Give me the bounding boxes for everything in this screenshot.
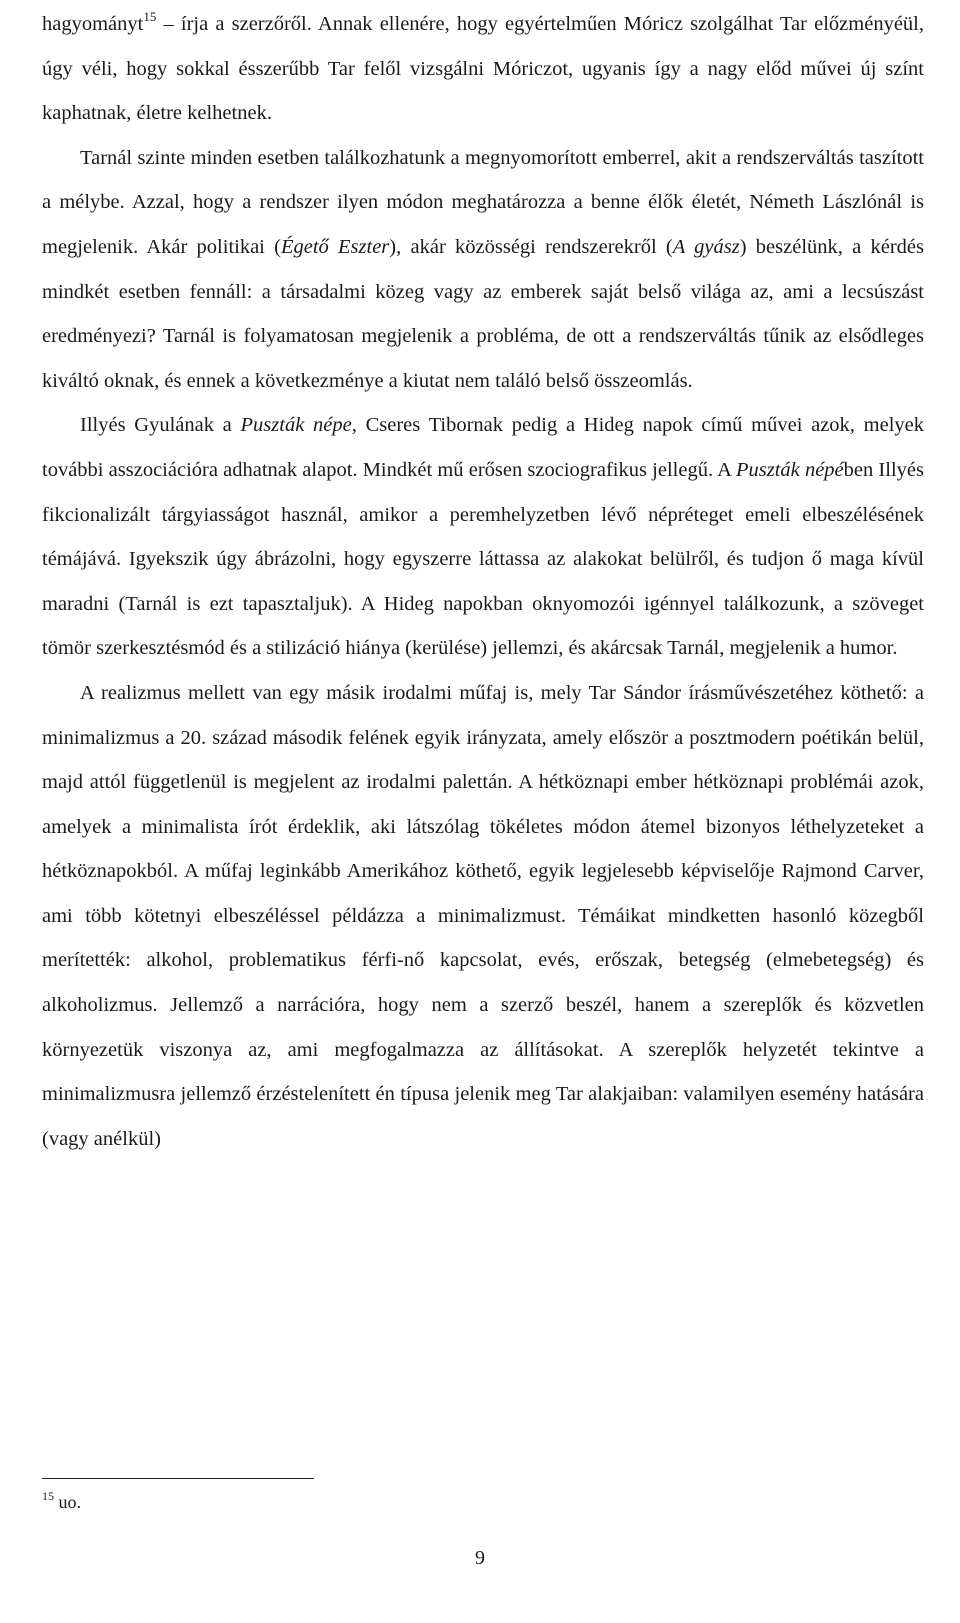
text-run: ) beszélünk, a kérdés mindkét esetben fennáll: a társadalmi közeg vagy az emberek saját belső világa az, ami a lecsúszást eredményezi? Tarnál is folyamatosan megjelenik a probléma, de ott a rendszerváltás tűnik az elsődleges kiváltó oknak, és ennek a következménye a kiutat nem találó belső összeomlás. xyxy=(42,235,924,392)
italic-title: A gyász xyxy=(672,235,740,258)
footnote-reference: 15 xyxy=(143,9,157,24)
text-run: – írja a szerzőről. Annak ellenére, hogy egyértelműen Móricz szolgálhat Tar előzményéül, úgy véli, hogy sokkal ésszerűbb Tar felől vizsgálni Móriczot, ugyanis így a nagy előd művei új színt kaphatnak, életre kelhetnek. xyxy=(42,13,924,125)
text-run: ), akár közösségi rendszerekről ( xyxy=(389,235,673,258)
footnote-mark: 15 xyxy=(42,1489,54,1503)
italic-title: Puszták népe xyxy=(240,414,352,437)
footnote-separator xyxy=(42,1478,314,1479)
body-text xyxy=(42,2,924,1161)
paragraph xyxy=(42,136,924,404)
italic-title: Puszták népé xyxy=(735,458,844,481)
text-run: , Cseres Tibornak pedig a Hideg napok című művei azok, melyek további asszociációra adhatnak alapot. Mindkét mű erősen szociografikus jellegű. A xyxy=(42,414,924,481)
text-run: Tarnál szinte minden esetben találkozhatunk a megnyomorított emberrel, akit a rendszerváltás taszított a mélybe. Azzal, hogy a rendszer ilyen módon meghatározza a benne élők életét, Németh Lászlónál is megjelenik. Akár politikai ( xyxy=(42,146,924,258)
paragraph xyxy=(42,2,924,136)
footnote-text: uo. xyxy=(58,1492,81,1512)
text-run: ben Illyés fikcionalizált tárgyiasságot használ, amikor a peremhelyzetben lévő népréteget emeli elbeszélésének témájává. Igyekszik úgy ábrázolni, hogy egyszerre láttassa az alakokat belülről, és tudjon ő maga kívül maradni (Tarnál is ezt tapasztaljuk). A Hideg napokban oknyomozói igénnyel találkozunk, a szöveget tömör szerkesztésmód és a stilizáció hiánya (kerülése) jellemzi, és akárcsak Tarnál, megjelenik a humor. xyxy=(42,458,924,660)
text-run: hagyományt xyxy=(42,13,144,35)
paragraph xyxy=(42,403,924,671)
footnote xyxy=(42,1489,81,1513)
page-number: 9 xyxy=(475,1547,485,1569)
text-run: A realizmus mellett van egy másik irodalmi műfaj is, mely Tar Sándor írásművészetéhez köthető: a minimalizmus a 20. század második felének egyik irányzata, amely először a posztmodern poétikán belül, majd attól függetlenül is megjelent az irodalmi palettán. A hétköznapi ember hétköznapi problémái azok, amelyek a minimalista írót érdeklik, aki látszólag tökéletes módon átemel bizonyos léthelyzeteket a hétköznapokból. A műfaj leginkább Amerikához köthető, egyik legjelesebb képviselője Rajmond Carver, ami több kötetnyi elbeszéléssel példázza a minimalizmust. Témáikat mindketten hasonló közegből merítették: alkohol, problematikus férfi-nő kapcsolat, evés, erőszak, betegség (elmebetegség) és alkoholizmus. Jellemző a narrációra, hogy nem a szerző beszél, hanem a szereplők és közvetlen környezetük viszonya az, ami megfogalmazza az állításokat. A szereplők helyzetét tekintve a minimalizmusra jellemző érzéstelenített én típusa jelenik meg Tar alakjaiban: valamilyen esemény hatására (vagy anélkül) xyxy=(42,681,924,1150)
text-run: Illyés Gyulának a xyxy=(80,414,241,437)
paragraph xyxy=(42,671,924,1162)
italic-title: Égető Eszter xyxy=(280,235,390,258)
